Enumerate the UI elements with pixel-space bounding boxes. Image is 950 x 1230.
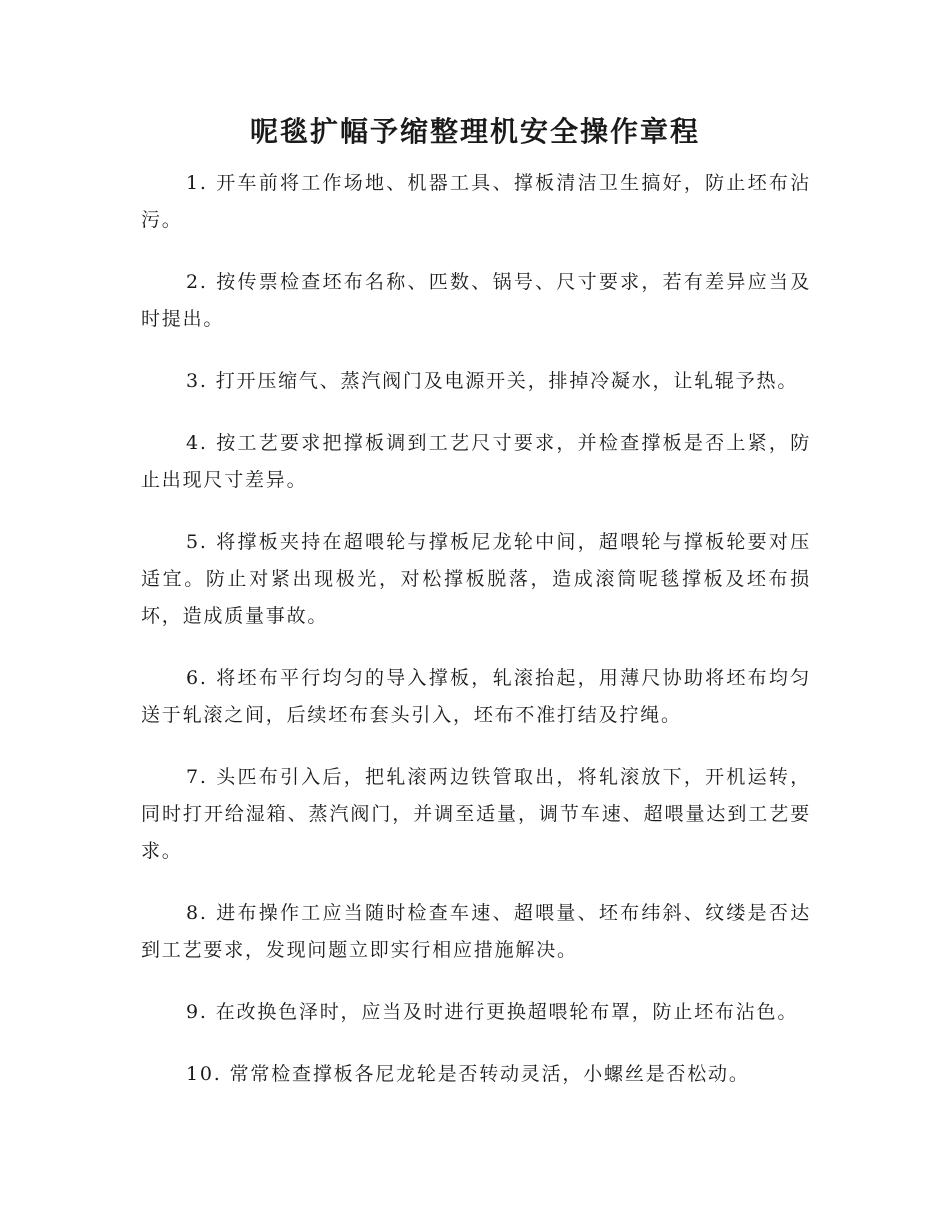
page-title: 呢毯扩幅予缩整理机安全操作章程 <box>249 115 700 148</box>
procedure-list <box>141 165 811 1118</box>
item-text: 常常检查撑板各尼龙轮是否转动灵活，小螺丝是否松动。 <box>229 1063 750 1085</box>
item-number: 1. <box>186 172 208 194</box>
item-number: 3. <box>186 370 208 392</box>
list-item <box>141 363 811 400</box>
item-text: 进布操作工应当随时检查车速、超喂量、坯布纬斜、纹缕是否达到工艺要求，发现问题立即实行相应措施解决。 <box>141 902 811 961</box>
item-text: 在改换色泽时，应当及时进行更换超喂轮布罩，防止坯布沾色。 <box>215 1001 799 1023</box>
item-number: 9. <box>186 1001 208 1023</box>
list-item <box>141 524 811 635</box>
item-number: 10. <box>186 1063 222 1085</box>
item-text: 头匹布引入后，把轧滚两边铁管取出，将轧滚放下，开机运转，同时打开给湿箱、蒸汽阀门，并调至适量，调节车速、超喂量达到工艺要求。 <box>141 766 811 862</box>
list-item <box>141 1056 811 1093</box>
item-text: 打开压缩气、蒸汽阀门及电源开关，排掉冷凝水，让轧辊予热。 <box>215 370 799 392</box>
item-text: 将坯布平行均匀的导入撑板，轧滚抬起，用薄尺协助将坯布均匀送于轧滚之间，后续坯布套头引入，坯布不准打结及拧绳。 <box>141 667 811 726</box>
item-number: 8. <box>186 902 208 924</box>
list-item <box>141 994 811 1031</box>
item-text: 按工艺要求把撑板调到工艺尺寸要求，并检查撑板是否上紧，防止出现尺寸差异。 <box>141 432 811 491</box>
item-number: 6. <box>186 667 208 689</box>
list-item <box>141 759 811 870</box>
list-item <box>141 660 811 734</box>
item-text: 开车前将工作场地、机器工具、撑板清洁卫生搞好，防止坯布沾污。 <box>141 172 811 231</box>
item-number: 2. <box>186 271 208 293</box>
item-number: 7. <box>186 766 208 788</box>
item-number: 5. <box>186 531 208 553</box>
item-number: 4. <box>186 432 208 454</box>
list-item <box>141 425 811 499</box>
item-text: 将撑板夹持在超喂轮与撑板尼龙轮中间，超喂轮与撑板轮要对压适宜。防止对紧出现极光，对松撑板脱落，造成滚筒呢毯撑板及坯布损坏，造成质量事故。 <box>141 531 811 627</box>
list-item <box>141 264 811 338</box>
list-item <box>141 895 811 969</box>
list-item <box>141 165 811 239</box>
item-text: 按传票检查坯布名称、匹数、锅号、尺寸要求，若有差异应当及时提出。 <box>141 271 811 330</box>
